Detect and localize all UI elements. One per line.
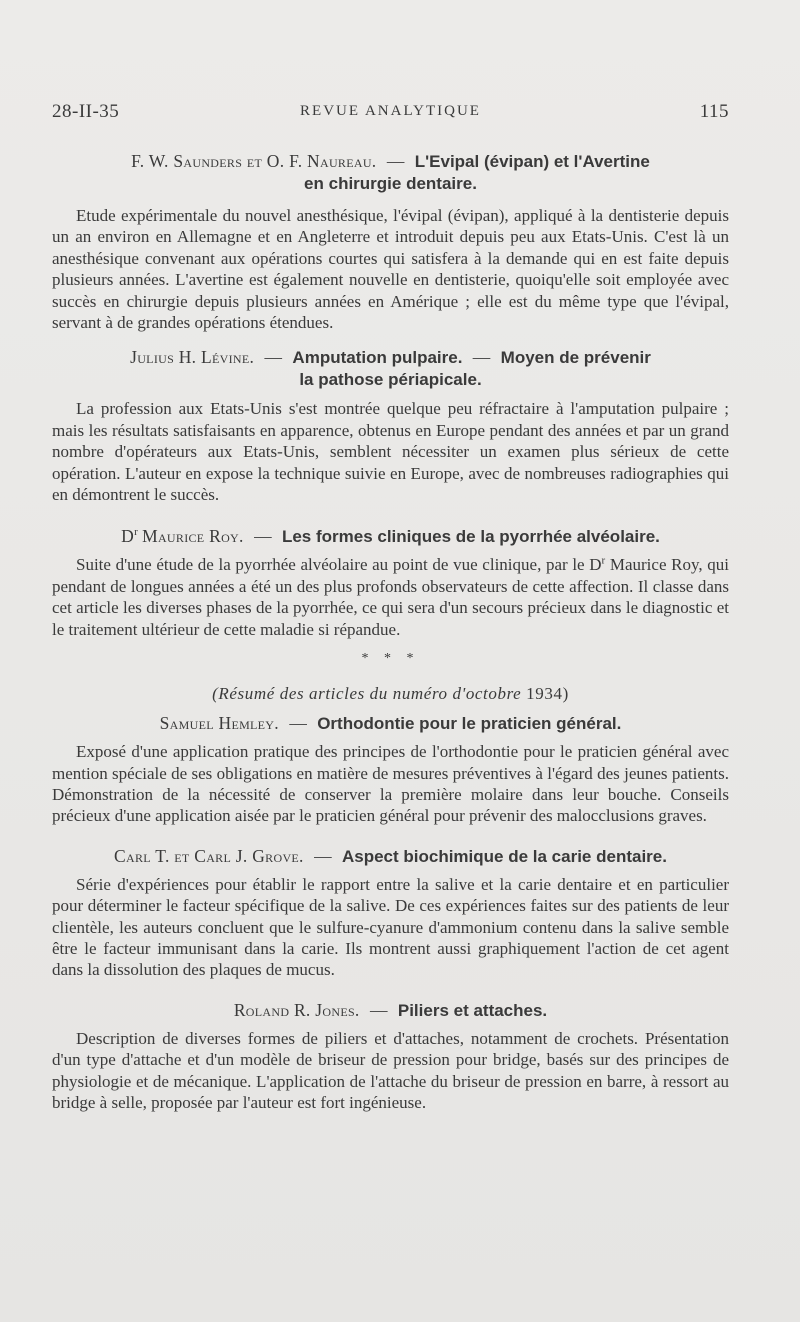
article-title-part2: Moyen de prévenir (500, 348, 651, 368)
abstract-text-prefix: Suite d'une étude de la pyorrhée alvéolaire au point de vue clinique, par le (76, 555, 590, 575)
article (52, 712, 729, 827)
article (52, 525, 729, 640)
article-author: F. W. Saunders et O. F. Naureau. (131, 151, 377, 171)
abstract-sup-base: D (589, 555, 602, 575)
article (52, 999, 729, 1114)
running-head (52, 101, 729, 131)
article-author: Carl T. et Carl J. Grove. (114, 845, 304, 866)
subsection-heading (52, 684, 729, 704)
abstract-superscript: r (601, 554, 606, 567)
article (52, 150, 729, 333)
article-title: Orthodontie pour le praticien général. (317, 714, 622, 734)
page-number: 115 (699, 101, 729, 122)
article-title: Les formes cliniques de la pyorrhée alvéolaire. (281, 527, 660, 547)
title-dash: — (472, 347, 491, 368)
article-heading (52, 845, 729, 868)
article-title: Aspect biochimique de la carie dentaire. (341, 846, 667, 866)
article-title-line2: la pathose périapicale. (299, 370, 482, 390)
article-author: Roland R. Jones. (233, 999, 360, 1020)
article-abstract: Etude expérimentale du nouvel anesthésique, l'évipal (évipan), appliqué à la dentisterie depuis un an environ en Allemagne et en Angleterre et introduit depuis peu aux Etats-Unis. C'est là un anesthésique convenant aux opérations courtes qui satisfera à la demande qui en est faite depuis plusieurs années. L'avertine est également nouvelle en dentisterie, quoiqu'elle soit employée avec succès en chirurgie depuis plusieurs années en Amérique ; elle est du même type que l'évipal, servant à de grandes opérations étendues. (52, 206, 729, 333)
heading-dash: — (264, 347, 283, 368)
heading-dash: — (369, 999, 388, 1020)
article-abstract: Exposé d'une application pratique des principes de l'orthodontie pour le praticien général avec mention spéciale de ses obligations en matière de mesures préventives à l'égard des jeunes patients. Démonstration de la nécessité de conserver la première molaire dans leur bouche. Conseils précieux d'une application aisée par le praticien général pour prévenir des malocclusions graves. (52, 742, 729, 826)
subsection-year: 1934) (526, 684, 569, 704)
article-heading (52, 999, 729, 1022)
heading-dash: — (254, 526, 272, 547)
article-author: Maurice Roy. (142, 526, 244, 547)
issue-date: 28-II-35 (52, 101, 120, 122)
author-superscript: r (134, 526, 138, 539)
abstract-text: Maurice Roy, qui pendant de longues années a été un des plus profonds observateurs de cette affection. Il classe dans cet article les diverses phases de la pyorrhée, ce qui sera d'un secours précieux dans le diagnostic et le traitement ultérieur de cette maladie si répandue. (52, 555, 729, 639)
article-abstract: Description de diverses formes de piliers et d'attaches, notamment de crochets. Présentation d'un type d'attache et d'un modèle de briseur de pression pour bridge, basés sur des principes de physiologie et de mécanique. L'application de l'attache du briseur de pression en barre, à ressort au bridge à selle, proposée par l'auteur est fort ingénieuse. (52, 1028, 729, 1112)
article-heading (52, 150, 729, 195)
page-content (52, 150, 729, 1113)
article-title-line2: en chirurgie dentaire. (304, 174, 477, 193)
article-title: Amputation pulpaire. (292, 348, 463, 368)
heading-dash: — (289, 713, 307, 734)
article-author-prefix: D (121, 526, 135, 547)
heading-dash: — (386, 151, 405, 171)
article-title: L'Evipal (évipan) et l'Avertine (414, 152, 650, 171)
journal-title: REVUE ANALYTIQUE (300, 103, 481, 119)
article-heading (52, 712, 729, 735)
article (52, 346, 729, 505)
subsection-text: (Résumé des articles du numéro d'octobre (212, 684, 527, 704)
article-heading (52, 346, 729, 391)
article-abstract (52, 554, 729, 640)
separator-asterism: * * * (361, 651, 420, 667)
heading-dash: — (314, 845, 332, 866)
article-abstract: La profession aux Etats-Unis s'est montrée quelque peu réfractaire à l'amputation pulpaire ; mais les résultats satisfaisants en apparence, obtenus en Europe pendant des années et par un grand nombre d'opérateurs aux Etats-Unis, semblent nécessiter un examen plus sérieux de cette opération. L'auteur en expose la technique suivie en Europe, avec de nombreuses radiographies qui en démontrent le succès. (52, 399, 729, 505)
article (52, 845, 729, 981)
article-heading (52, 525, 729, 548)
article-title: Piliers et attaches. (397, 1000, 548, 1020)
article-author: Samuel Hemley. (159, 713, 279, 734)
article-abstract: Série d'expériences pour établir le rapport entre la salive et la carie dentaire et en particulier pour déterminer le facteur spécifique de la salive. De ces expériences faites sur des patients de leur clientèle, les auteurs concluent que le sulfure-cyanure d'ammonium contenu dans la salive semble être le facteur immunisant dans la carie. Ils montrent aussi graphiquement l'action de cet agent dans la dissolution des plaques de mucus. (52, 874, 729, 980)
article-author: Julius H. Lévine. (130, 347, 255, 368)
